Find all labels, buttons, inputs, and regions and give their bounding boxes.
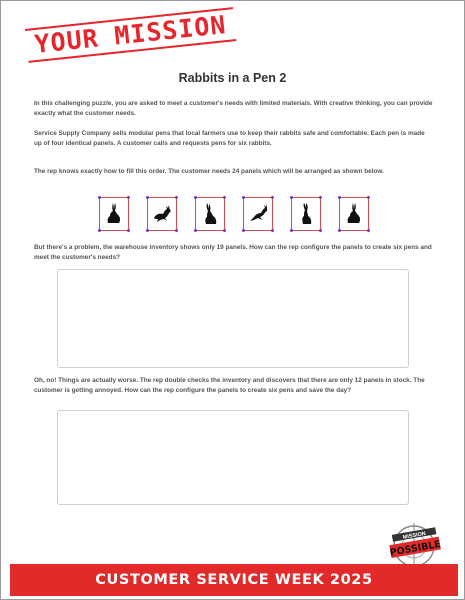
- problem-one-paragraph: But there's a problem, the warehouse inventory shows only 19 panels. How can the rep configure the panels to create six pens and meet the customer's needs?: [34, 244, 432, 261]
- company-paragraph: Service Supply Company sells modular pens that local farmers use to keep their rabbits safe and comfortable. Each pen is made up of four identical panels. A customer calls and requests pens for six rabbits.: [34, 130, 425, 147]
- rabbit-upright-icon: [296, 202, 316, 226]
- page-title: Rabbits in a Pen 2: [178, 71, 287, 85]
- logo-main-text: POSSIBLE: [388, 538, 442, 559]
- problem-two-paragraph: Oh, no! Things are actually worse. The rep double checks the inventory and discovers that there are only 12 panels in stock. The customer is getting annoyed. How can the rep configure the panels to create six pens and save the day?: [34, 377, 425, 394]
- logo-top-text: MISSION: [402, 530, 427, 541]
- rabbit-pen: [99, 197, 129, 231]
- rabbit-pens-row: [99, 195, 369, 233]
- rabbit-pen: [291, 197, 321, 231]
- rabbit-pen: [195, 197, 225, 231]
- mission-stamp: [25, 7, 236, 63]
- answer-box-one[interactable]: [57, 269, 409, 368]
- answer-box-two[interactable]: [57, 410, 409, 505]
- footer-text: CUSTOMER SERVICE WEEK 2025: [95, 572, 373, 588]
- rabbit-pen: [147, 197, 177, 231]
- rabbit-running-icon: [248, 202, 268, 226]
- rabbit-standing-icon: [200, 202, 220, 226]
- rabbit-sitting-icon: [104, 202, 124, 226]
- order-paragraph: The rep knows exactly how to fill this order. The customer needs 24 panels which will be arranged as shown below.: [34, 168, 384, 175]
- intro-paragraph: In this challenging puzzle, you are asked to meet a customer's needs with limited materials. With creative thinking, you can provide exactly what the customer needs.: [34, 100, 433, 117]
- rabbit-pen: [243, 197, 273, 231]
- footer-banner: [10, 564, 458, 596]
- mission-stamp-text: YOUR MISSION: [25, 7, 236, 63]
- rabbit-hopping-icon: [152, 202, 172, 226]
- rabbit-pen: [339, 197, 369, 231]
- rabbit-sitting-icon: [344, 202, 364, 226]
